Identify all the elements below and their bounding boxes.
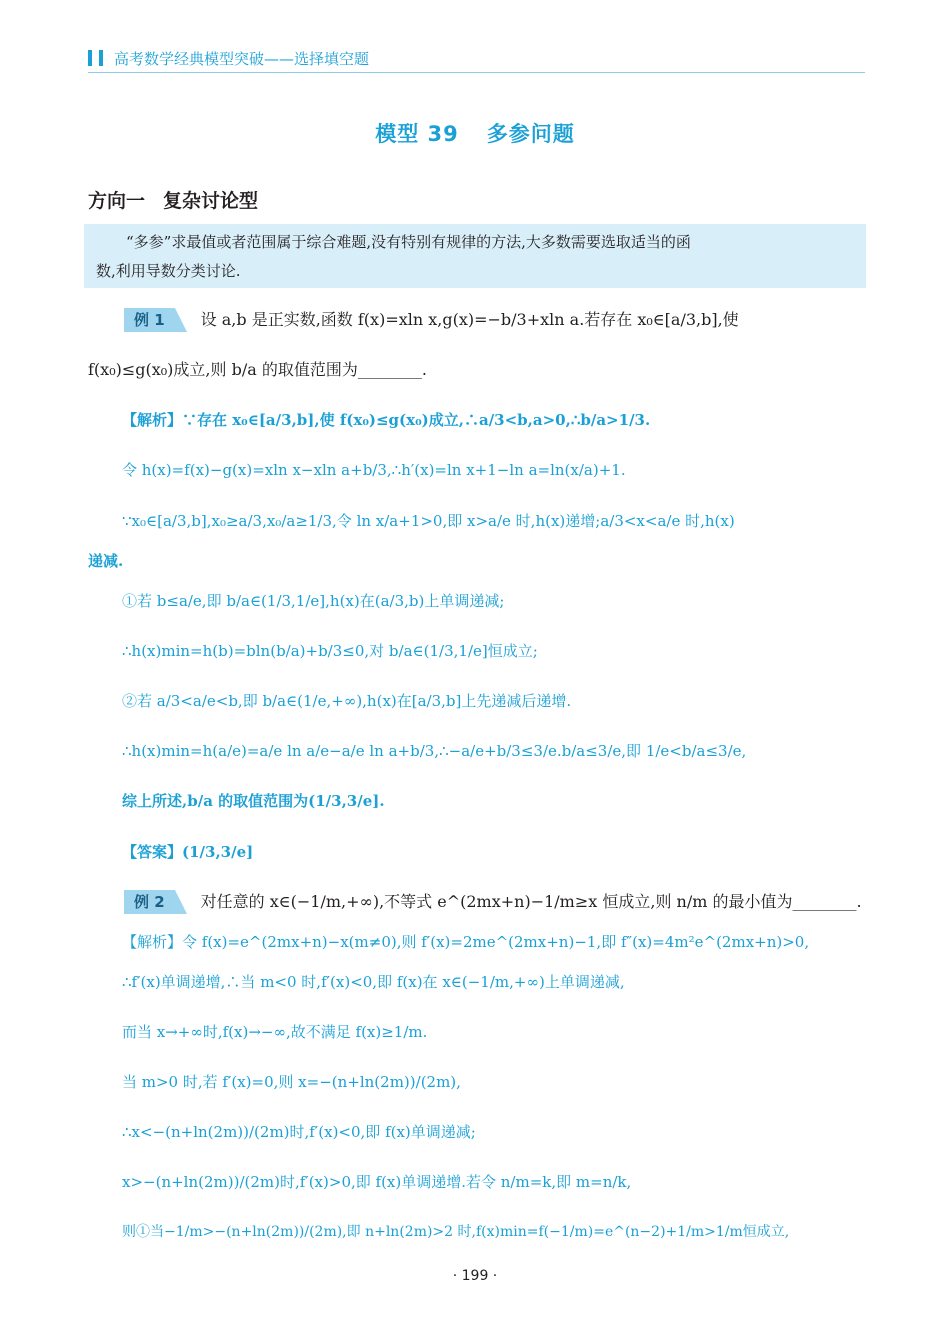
solution-line: 令 h(x)=f(x)−g(x)=xln x−xln a+b/3,∴h′(x)=ln x+1−ln a=ln(x/a)+1. [122,461,626,479]
direction-label: 方向一 [88,190,146,212]
solution-line: ∵x₀∈[a/3,b],x₀≥a/3,x₀/a≥1/3,令 ln x/a+1>0,即 x>a/e 时,h(x)递增;a/3<x<a/e 时,h(x) [122,512,735,530]
page-header [88,44,865,73]
model-name: 多参问题 [486,122,575,146]
solution-line: ∴h(x)min=h(b)=bln(b/a)+b/3≤0,对 b/a∈(1/3,1/e]恒成立; [122,642,538,660]
solution-line: ∴f′(x)单调递增,∴当 m<0 时,f′(x)<0,即 f(x)在 x∈(−1/m,+∞)上单调递减, [122,973,625,991]
model-title [0,118,950,148]
example1-badge: 例 1 [124,308,187,332]
model-number: 模型 39 [375,122,459,146]
direction-heading [88,186,258,213]
solution-line: ②若 a/3<a/e<b,即 b/a∈(1/e,+∞),h(x)在[a/3,b]上先递减后递增. [122,692,572,710]
direction-name: 复杂讨论型 [163,190,259,212]
solution-line: 【解析】∵存在 x₀∈[a/3,b],使 f(x₀)≤g(x₀)成立,∴a/3<b,a>0,∴b/a>1/3. [122,411,651,429]
answer-line: 【答案】(1/3,3/e] [122,843,254,861]
solution-line: 递减. [88,552,124,570]
solution-line: 而当 x→+∞时,f(x)→−∞,故不满足 f(x)≥1/m. [122,1023,428,1041]
header-bar-icon [88,50,92,66]
intro-line: 数,利用导数分类讨论. [96,262,241,280]
solution-line: x>−(n+ln(2m))/(2m)时,f′(x)>0,即 f(x)单调递增.若令 n/m=k,即 m=n/k, [122,1173,632,1191]
solution-line: 【解析】令 f(x)=e^(2mx+n)−x(m≠0),则 f′(x)=2me^(2mx+n)−1,即 f″(x)=4m²e^(2mx+n)>0, [122,933,810,951]
solution-line: ∴x<−(n+ln(2m))/(2m)时,f′(x)<0,即 f(x)单调递减; [122,1123,476,1141]
example1-line: f(x₀)≤g(x₀)成立,则 b/a 的取值范围为________. [88,360,427,379]
header-bar-icon [99,50,103,66]
solution-line: 当 m>0 时,若 f′(x)=0,则 x=−(n+ln(2m))/(2m), [122,1073,461,1091]
example2-text: 对任意的 x∈(−1/m,+∞),不等式 e^(2mx+n)−1/m≥x 恒成立,则 n/m 的最小值为________. [200,892,862,911]
intro-line: “多参”求最值或者范围属于综合难题,没有特别有规律的方法,大多数需要选取适当的函 [126,233,691,251]
solution-line: 则①当−1/m>−(n+ln(2m))/(2m),即 n+ln(2m)>2 时,f(x)min=f(−1/m)=e^(n−2)+1/m>1/m恒成立, [122,1224,790,1240]
example2-badge: 例 2 [124,890,187,914]
intro-box [84,224,866,288]
header-title: 高考数学经典模型突破——选择填空题 [114,49,370,68]
solution-line: ①若 b≤a/e,即 b/a∈(1/3,1/e],h(x)在(a/3,b)上单调递减; [122,592,505,610]
solution-line: ∴h(x)min=h(a/e)=a/e ln a/e−a/e ln a+b/3,∴−a/e+b/3≤3/e.b/a≤3/e,即 1/e<b/a≤3/e, [122,742,747,760]
page-number: · 199 · [452,1268,498,1284]
example1-line [124,308,739,332]
example1-text: 设 a,b 是正实数,函数 f(x)=xln x,g(x)=−b/3+xln a.若存在 x₀∈[a/3,b],使 [200,310,739,329]
example2-line [124,890,862,914]
solution-line: 综上所述,b/a 的取值范围为(1/3,3/e]. [122,792,385,810]
